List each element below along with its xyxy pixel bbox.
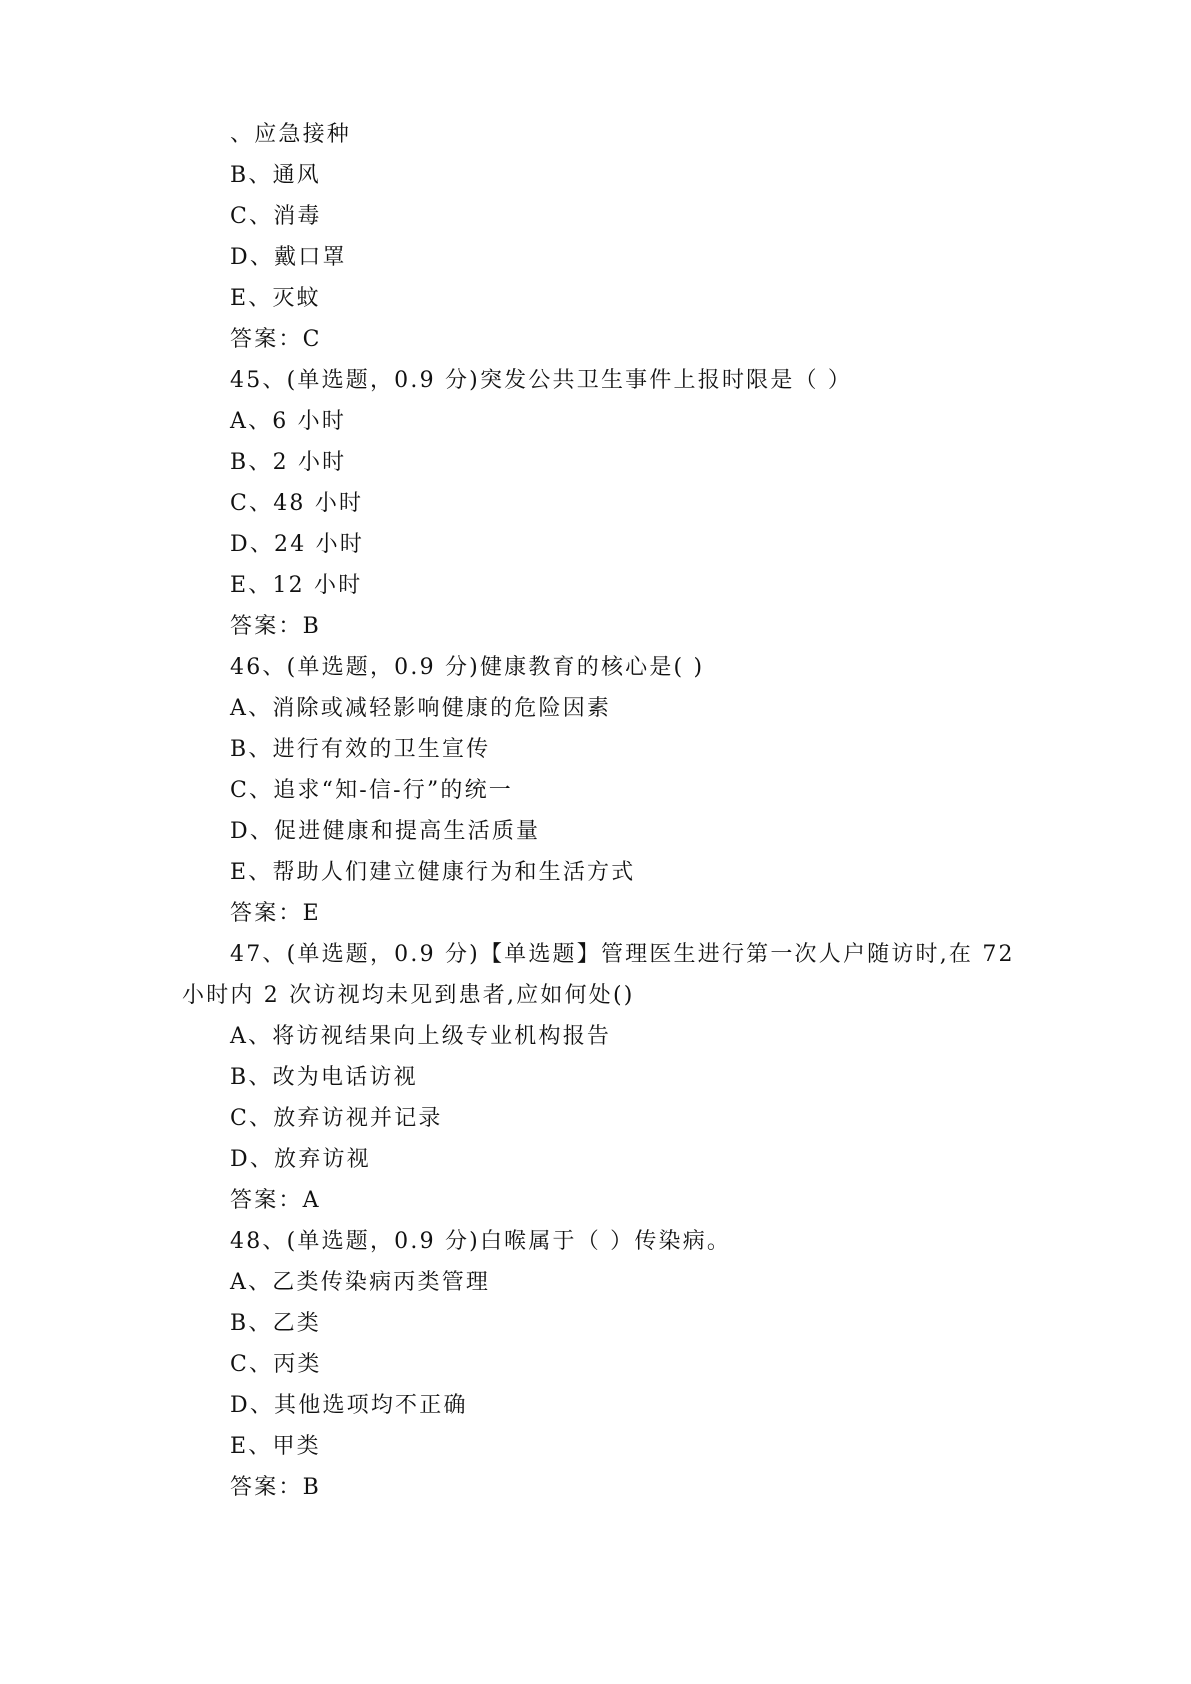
option-line: D、促进健康和提高生活质量: [230, 819, 541, 844]
option-line: B、进行有效的卫生宣传: [230, 737, 491, 762]
option-line: D、其他选项均不正确: [230, 1393, 468, 1418]
option-line: E、甲类: [230, 1434, 321, 1459]
question-47-stem-continued: 小时内 2 次访视均未见到患者,应如何处(): [182, 983, 635, 1008]
option-line: 、应急接种: [230, 122, 352, 147]
question-48-stem: 48、(单选题，0.9 分)白喉属于（ ）传染病。: [230, 1229, 732, 1254]
option-line: E、12 小时: [230, 573, 363, 598]
question-46-stem: 46、(单选题，0.9 分)健康教育的核心是( ): [230, 655, 705, 680]
option-line: B、乙类: [230, 1311, 321, 1336]
answer-line: 答案：C: [230, 327, 322, 352]
option-line: D、24 小时: [230, 532, 365, 557]
option-line: A、乙类传染病丙类管理: [230, 1270, 491, 1295]
option-line: E、帮助人们建立健康行为和生活方式: [230, 860, 636, 885]
option-line: C、48 小时: [230, 491, 364, 516]
option-line: D、戴口罩: [230, 245, 347, 270]
option-line: A、6 小时: [230, 409, 347, 434]
option-line: A、消除或减轻影响健康的危险因素: [230, 696, 612, 721]
option-line: A、将访视结果向上级专业机构报告: [230, 1024, 612, 1049]
option-line: C、丙类: [230, 1352, 322, 1377]
option-line: C、追求“知-信-行”的统一: [230, 778, 513, 803]
question-47-stem: 47、(单选题，0.9 分)【单选题】管理医生进行第一次人户随访时,在 72: [230, 942, 1015, 967]
answer-line: 答案：B: [230, 614, 321, 639]
answer-line: 答案：B: [230, 1475, 321, 1500]
answer-line: 答案：E: [230, 901, 321, 926]
option-line: C、消毒: [230, 204, 322, 229]
question-text-block: [182, 114, 1015, 1508]
option-line: D、放弃访视: [230, 1147, 371, 1172]
option-line: C、放弃访视并记录: [230, 1106, 443, 1131]
option-line: E、灭蚊: [230, 286, 321, 311]
option-line: B、通风: [230, 163, 321, 188]
option-line: B、2 小时: [230, 450, 347, 475]
option-line: B、改为电话访视: [230, 1065, 418, 1090]
question-45-stem: 45、(单选题，0.9 分)突发公共卫生事件上报时限是（ ）: [230, 368, 853, 393]
answer-line: 答案：A: [230, 1188, 321, 1213]
